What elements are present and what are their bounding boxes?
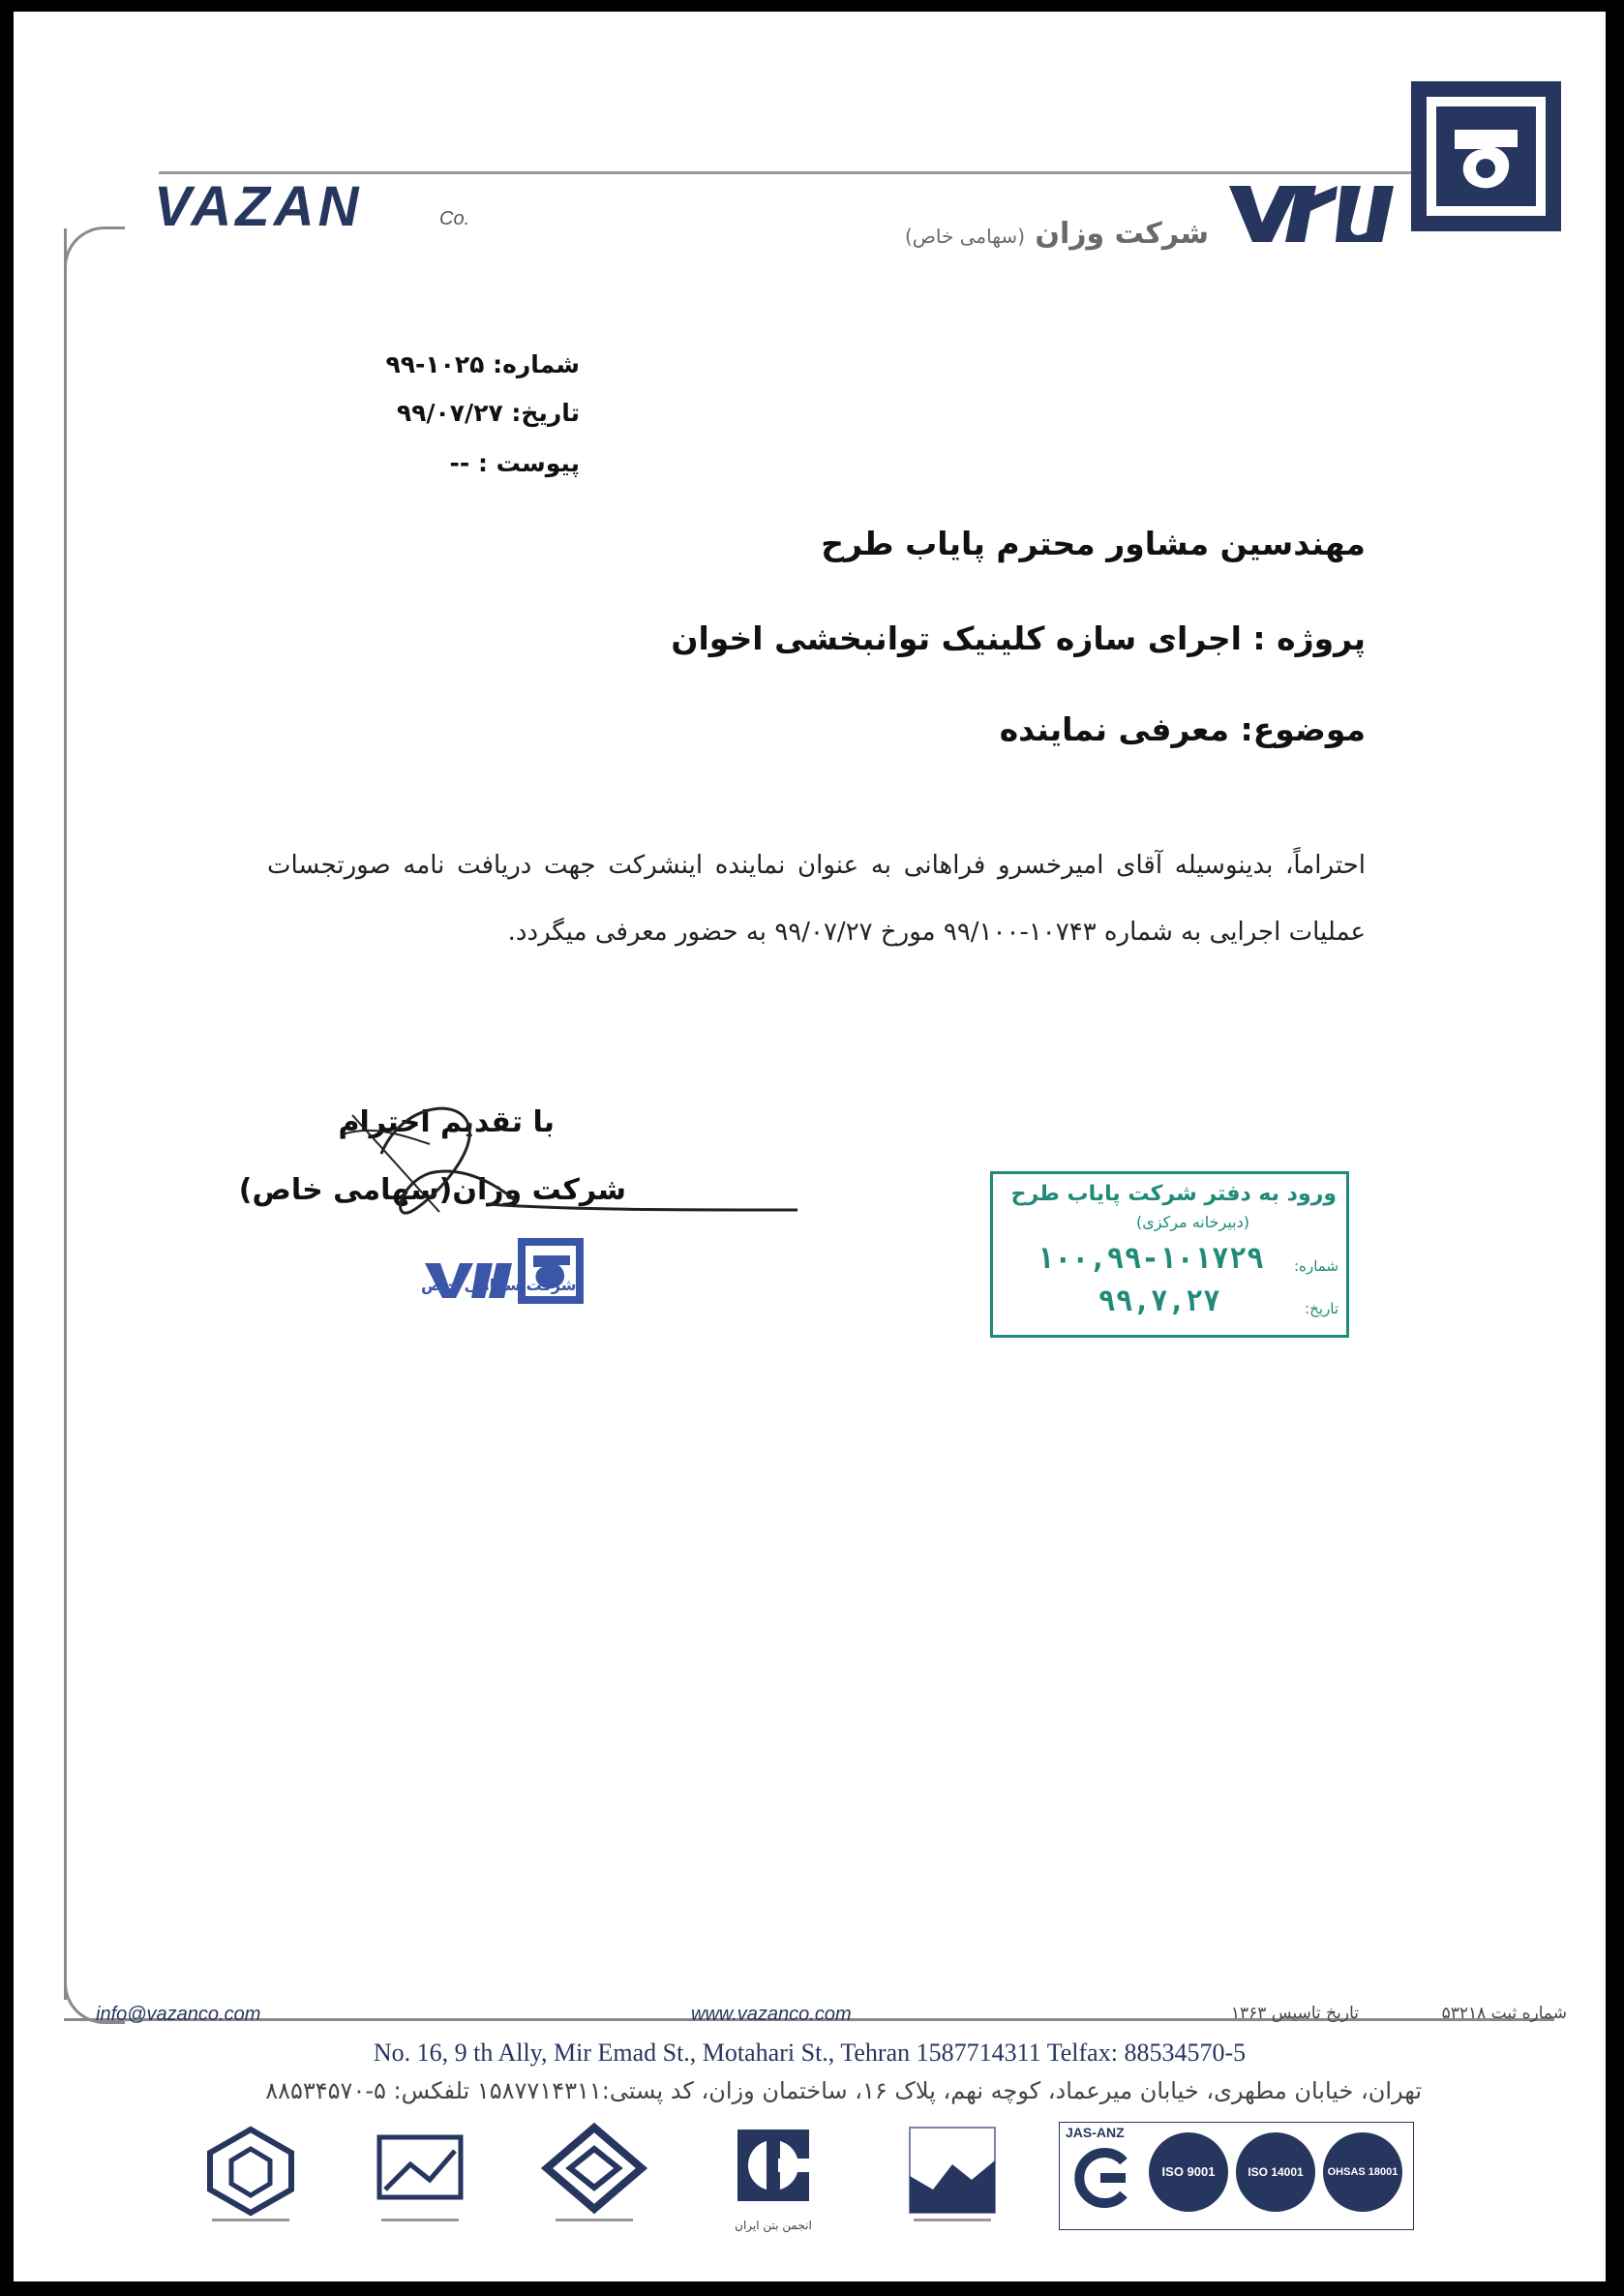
address-persian: تهران، خیابان مطهری، خیابان میرعماد، کوچه نهم، پلاک ۱۶، ساختمان وزان، کد پستی:۱۵۸۷۷۱۴۳۱۱ تلفکس: ۵-۸۸۵۳۴۵۷۰ [265, 2077, 1422, 2104]
recipient-line: مهندسین مشاور محترم پایاب طرح [821, 525, 1366, 562]
association-logo-2-icon [372, 2122, 468, 2232]
iso-14001-label: ISO 14001 [1248, 2165, 1304, 2179]
letter-body: احتراماً، بدینوسیله آقای امیرخسرو فراهانی به عنوان نماینده اینشرکت جهت دریافت نامه صورتجسات عملیات اجرایی به شماره ۱۰۷۴۳-۹۹/۱۰۰ مورخ ۹۹/۰۷/۲۷ به حضور معرفی میگردد. [267, 851, 1366, 947]
concrete-association-label: انجمن بتن ایران [735, 2219, 812, 2232]
company-name-fa: شرکت وزان [1035, 217, 1209, 251]
letter-sheet [14, 12, 1606, 2281]
iso-14001-seal-icon [1236, 2132, 1315, 2212]
footer-website[interactable]: www.vazanco.com [691, 2004, 852, 2025]
certification-panel [1059, 2122, 1414, 2230]
signature-company: شرکت وزان(سهامی خاص) [238, 1173, 626, 1207]
stamp-number-value: ۱۰۰,۹۹-۱۰۱۷۲۹ [1037, 1242, 1264, 1276]
company-type-fa: (سهامی خاص) [904, 225, 1025, 248]
address-english: No. 16, 9 th Ally, Mir Emad St., Motahari St., Tehran 1587714311 Telfax: 88534570-5 [373, 2039, 1247, 2067]
jas-anz-logo-icon [1068, 2144, 1137, 2216]
handwritten-signature-icon [314, 1096, 817, 1241]
stamp-date-label: تاریخ: [1305, 1300, 1338, 1317]
frame-corner-top [64, 227, 125, 287]
footer-email[interactable]: info@vazanco.com [96, 2004, 261, 2025]
ohsas-label: OHSAS 18001 [1327, 2166, 1398, 2178]
project-line: پروژه : اجرای سازه کلینیک توانبخشی اخوان [671, 619, 1366, 657]
stamp-title: ورود به دفتر شرکت پایاب طرح [1010, 1182, 1337, 1206]
iso-9001-label: ISO 9001 [1161, 2164, 1216, 2179]
stamp-subtitle: (دبیرخانه مرکزی) [1136, 1213, 1249, 1231]
frame-left-rule [64, 228, 67, 2000]
closing-line: با تقدیم احترام [338, 1105, 555, 1139]
ohsas-seal-icon [1323, 2132, 1402, 2212]
brand-wordmark-icon [1221, 166, 1405, 244]
brand-logo-icon [1411, 81, 1561, 231]
builders-association-logo-icon [904, 2122, 1001, 2232]
jas-anz-label: JAS-ANZ [1066, 2125, 1125, 2140]
iso-9001-seal-icon [1149, 2132, 1228, 2212]
seal-text: شرکت سهامی خاص [421, 1276, 577, 1294]
association-logo-3-icon [541, 2122, 647, 2232]
letter-date: تاریخ: ۹۹/۰۷/۲۷ [396, 399, 580, 427]
footer-founded: تاریخ تاسیس ۱۳۶۳ [1230, 2004, 1359, 2023]
footer-registration: شماره ثبت ۵۳۲۱۸ [1441, 2004, 1567, 2023]
stamp-number-label: شماره: [1294, 1257, 1338, 1275]
logo-latin: VAZAN [154, 175, 363, 238]
stamp-date-value: ۹۹,۷,۲۷ [1098, 1284, 1220, 1318]
receipt-stamp [990, 1171, 1349, 1338]
letter-number: شماره: ۱۰۲۵-۹۹ [385, 350, 580, 378]
company-seal-icon [289, 1234, 589, 1312]
association-logo-1-icon [202, 2122, 299, 2232]
letter-attachment: پیوست : -- [449, 449, 580, 477]
logo-latin-suffix: Co. [439, 208, 470, 229]
subject-line: موضوع: معرفی نماینده [999, 710, 1366, 748]
concrete-association-logo-icon [730, 2122, 817, 2232]
